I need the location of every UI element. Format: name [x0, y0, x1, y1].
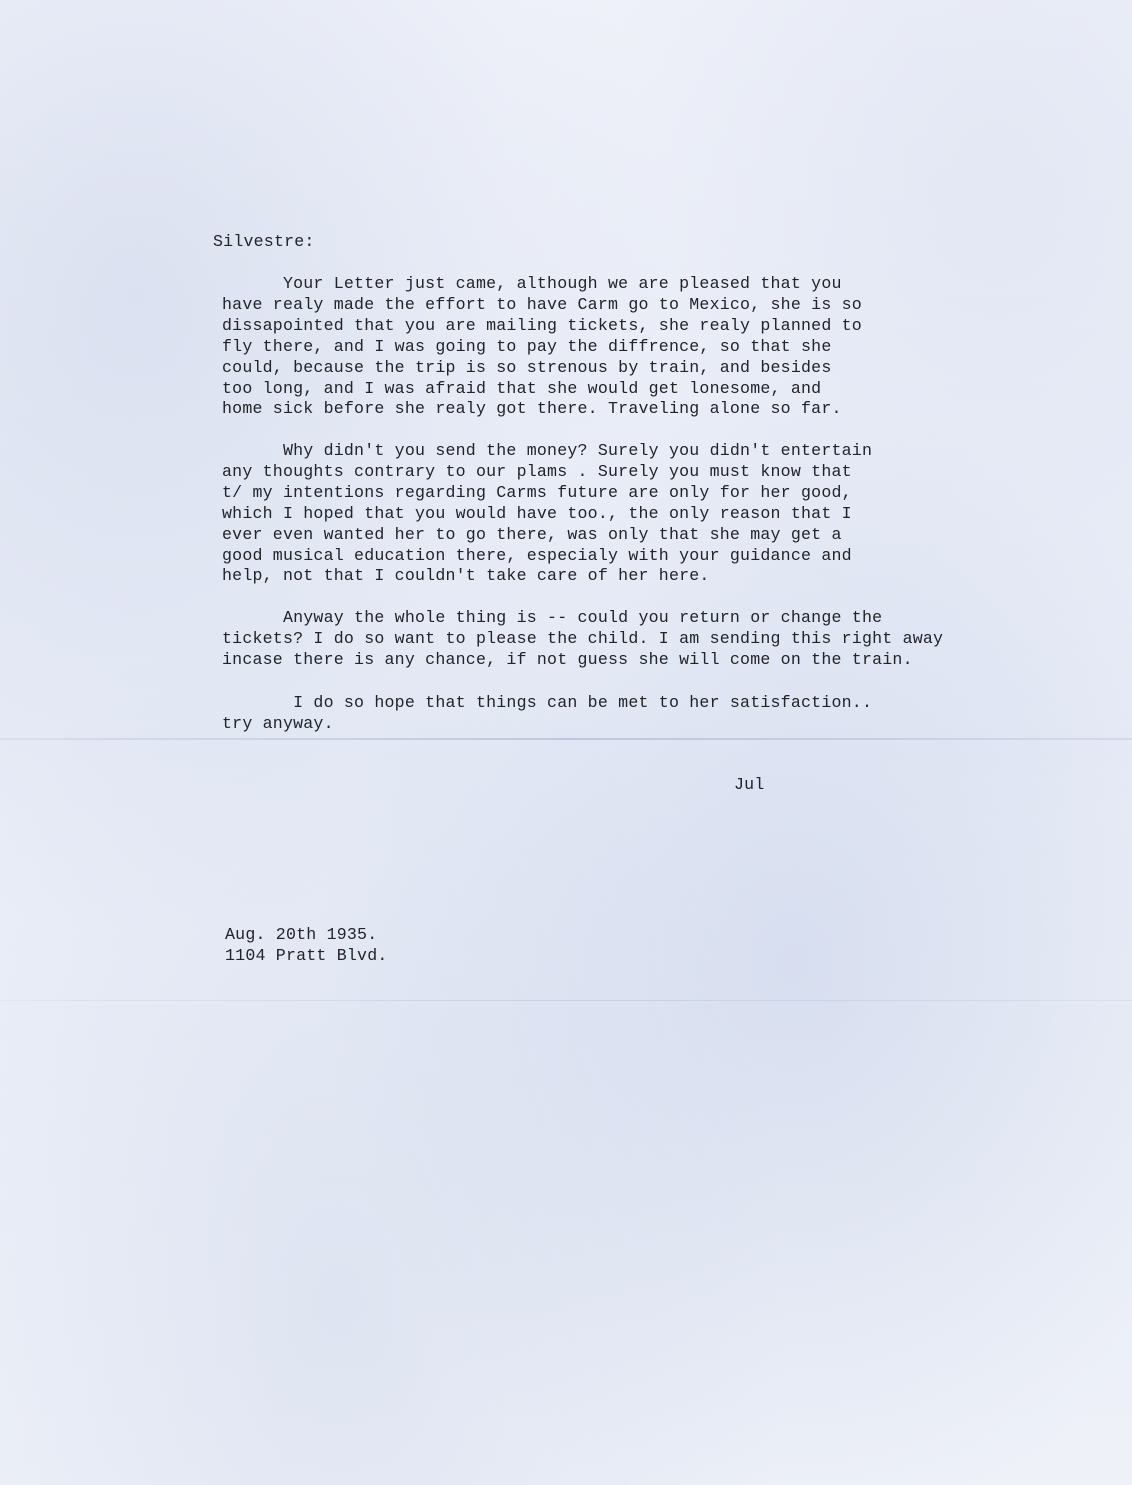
paper-fold-line	[0, 1000, 1132, 1001]
paper-fold-line	[0, 738, 1132, 740]
letter-paragraph: I do so hope that things can be met to her satisfaction.. try anyway.	[222, 693, 873, 733]
letter-address: 1104 Pratt Blvd.	[225, 946, 388, 965]
letter-paragraph: Your Letter just came, although we are pleased that you have realy made the effort to have Carm go to Mexico, she is so dissapointed that you are mailing tickets, she realy planned to fly there, and I was going to pay the diffrence, so that she could, because the trip is so strenous by train, and besides too long, and I was afraid that she would get lonesome, and home sick before she realy got there. Traveling alone so far.	[222, 274, 862, 419]
letter-paragraph: Why didn't you send the money? Surely you didn't entertain any thoughts contrary to our plams . Surely you must know that t/ my intentions regarding Carms future are only for her good, which I hoped that you would have too., the only reason that I ever even wanted her to go there, was only that she may get a good musical education there, especialy with your guidance and help, not that I couldn't take care of her here.	[222, 441, 873, 586]
letter-paragraph: Anyway the whole thing is -- could you return or change the tickets? I do so want to please the child. I am sending this right away incase there is any chance, if not guess she will come on the train.	[222, 608, 944, 669]
letter-date: Aug. 20th 1935.	[225, 925, 378, 944]
letter-signature: Jul	[734, 775, 765, 794]
letter-salutation: Silvestre:	[213, 232, 315, 251]
